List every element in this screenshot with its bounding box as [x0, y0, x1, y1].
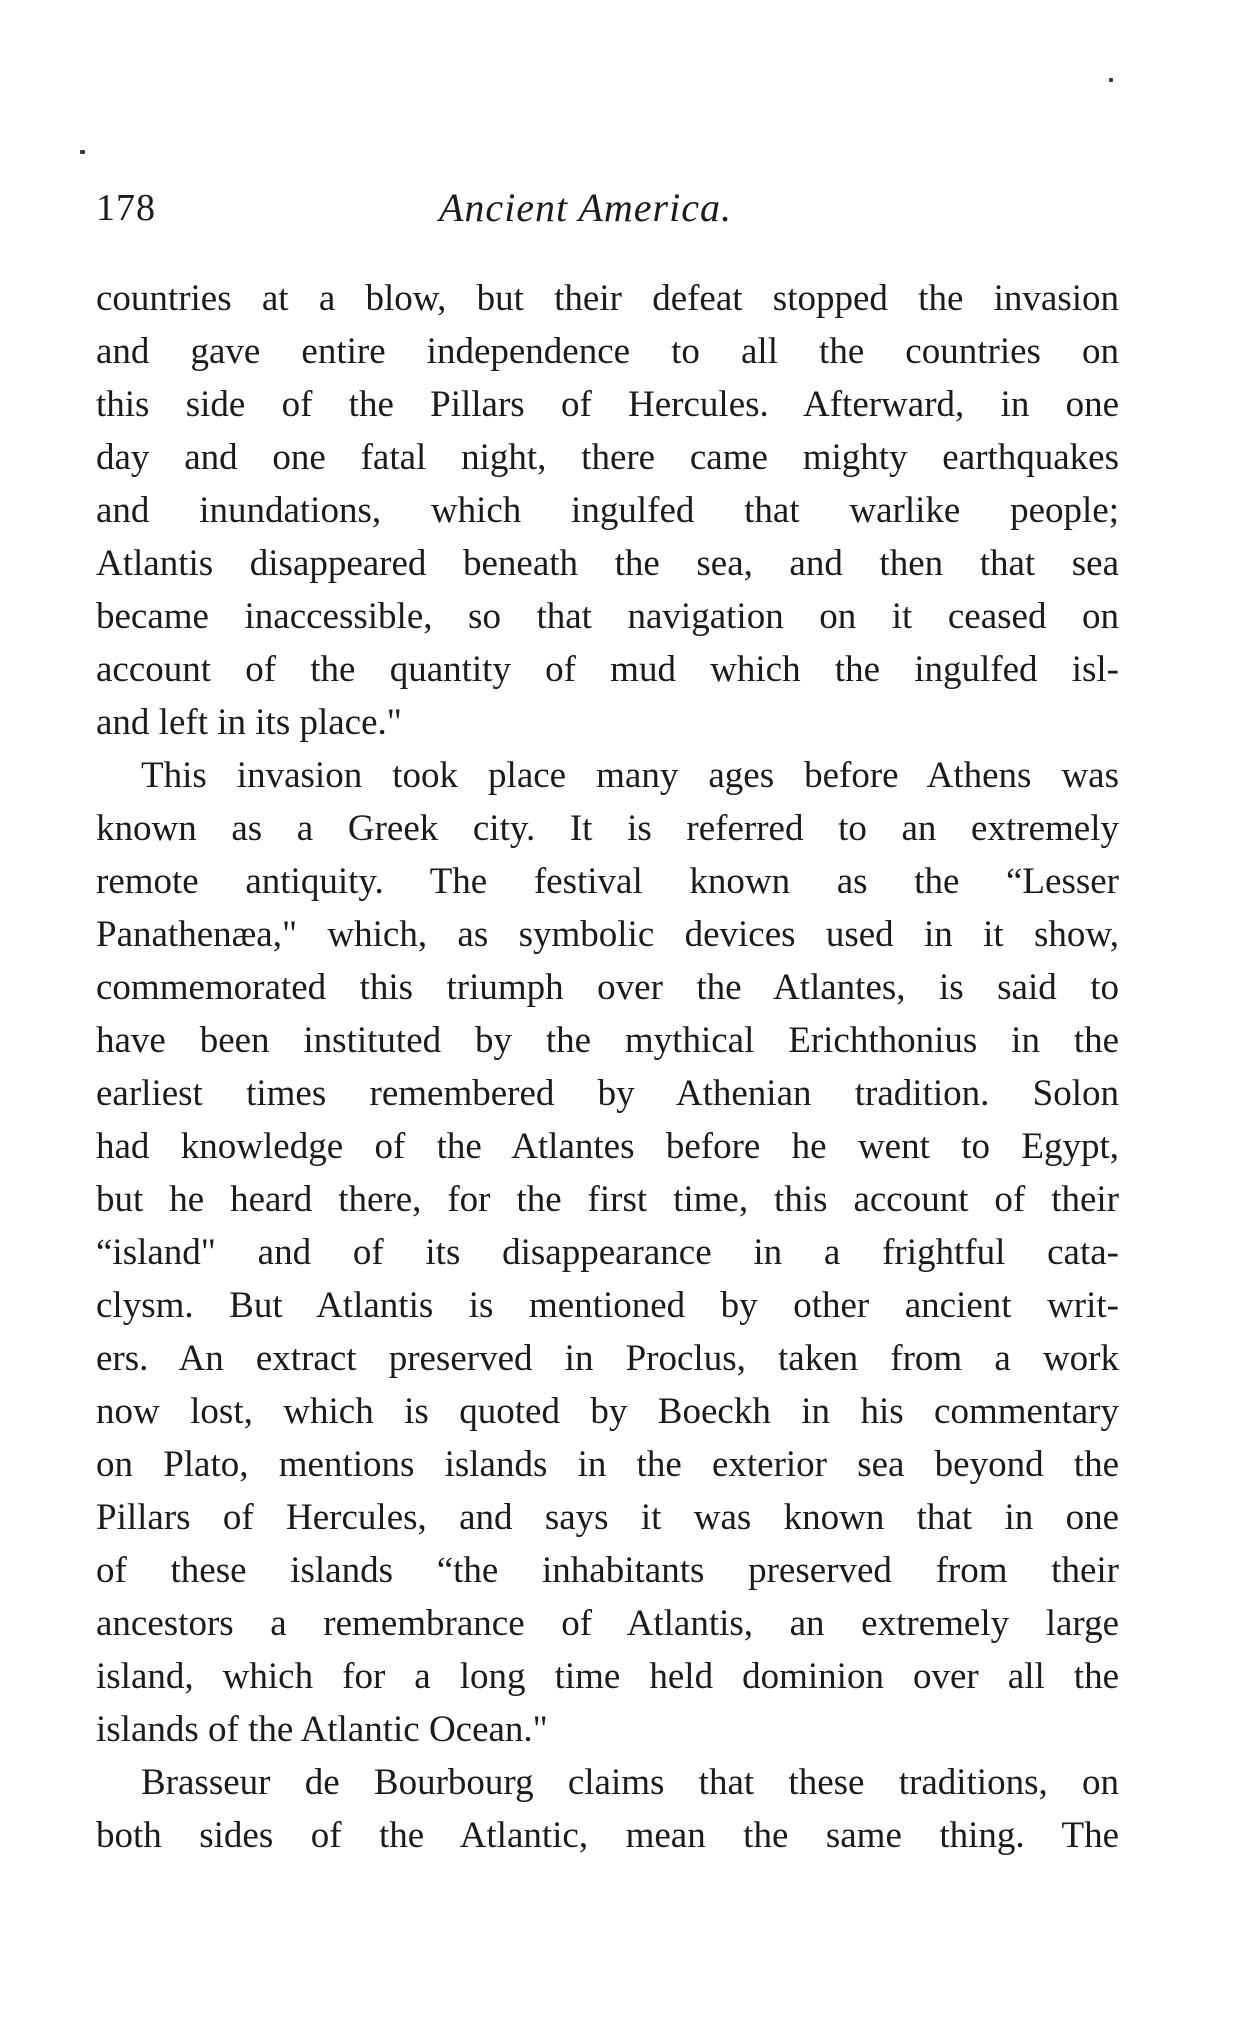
text-line: this side of the Pillars of Hercules. Afterward, in one — [96, 384, 1119, 425]
text-line: earliest times remembered by Athenian tradition. Solon — [96, 1073, 1119, 1114]
print-speck — [80, 150, 85, 154]
text-line: of these islands “the inhabitants preserved from their — [96, 1550, 1119, 1591]
text-line: and inundations, which ingulfed that warlike people; — [96, 490, 1119, 531]
text-line: had knowledge of the Atlantes before he went to Egypt, — [96, 1126, 1119, 1167]
text-line: remote antiquity. The festival known as the “Lesser — [96, 861, 1119, 902]
paragraph-start-line: Brasseur de Bourbourg claims that these traditions, on — [141, 1762, 1119, 1803]
text-line: commemorated this triumph over the Atlantes, is said to — [96, 967, 1119, 1008]
text-line: “island" and of its disappearance in a frightful cata- — [96, 1232, 1119, 1273]
running-title: Ancient America. — [439, 185, 732, 230]
text-line: ers. An extract preserved in Proclus, taken from a work — [96, 1338, 1119, 1379]
text-line: and gave entire independence to all the countries on — [96, 331, 1119, 372]
text-line: but he heard there, for the first time, this account of their — [96, 1179, 1119, 1220]
paragraph-end-line: and left in its place." — [96, 702, 402, 743]
print-speck — [1109, 78, 1113, 82]
text-line: Pillars of Hercules, and says it was known that in one — [96, 1497, 1119, 1538]
page-number: 178 — [96, 187, 156, 229]
text-line: both sides of the Atlantic, mean the same thing. The — [96, 1815, 1119, 1856]
running-head — [96, 184, 1114, 244]
text-line: Panathenæa," which, as symbolic devices used in it show, — [96, 914, 1119, 955]
text-line: have been instituted by the mythical Erichthonius in the — [96, 1020, 1119, 1061]
text-line: island, which for a long time held dominion over all the — [96, 1656, 1119, 1697]
paragraph-end-line: islands of the Atlantic Ocean." — [96, 1709, 548, 1750]
text-line: countries at a blow, but their defeat stopped the invasion — [96, 278, 1119, 319]
text-line: clysm. But Atlantis is mentioned by other ancient writ- — [96, 1285, 1119, 1326]
body-text — [96, 272, 1119, 1862]
text-line: ancestors a remembrance of Atlantis, an extremely large — [96, 1603, 1119, 1644]
text-line: became inaccessible, so that navigation on it ceased on — [96, 596, 1119, 637]
paragraph-start-line: This invasion took place many ages before Athens was — [141, 755, 1119, 796]
text-line: known as a Greek city. It is referred to an extremely — [96, 808, 1119, 849]
text-line: Atlantis disappeared beneath the sea, and then that sea — [96, 543, 1119, 584]
text-line: account of the quantity of mud which the ingulfed isl- — [96, 649, 1119, 690]
text-line: now lost, which is quoted by Boeckh in his commentary — [96, 1391, 1119, 1432]
text-line: day and one fatal night, there came mighty earthquakes — [96, 437, 1119, 478]
text-line: on Plato, mentions islands in the exterior sea beyond the — [96, 1444, 1119, 1485]
